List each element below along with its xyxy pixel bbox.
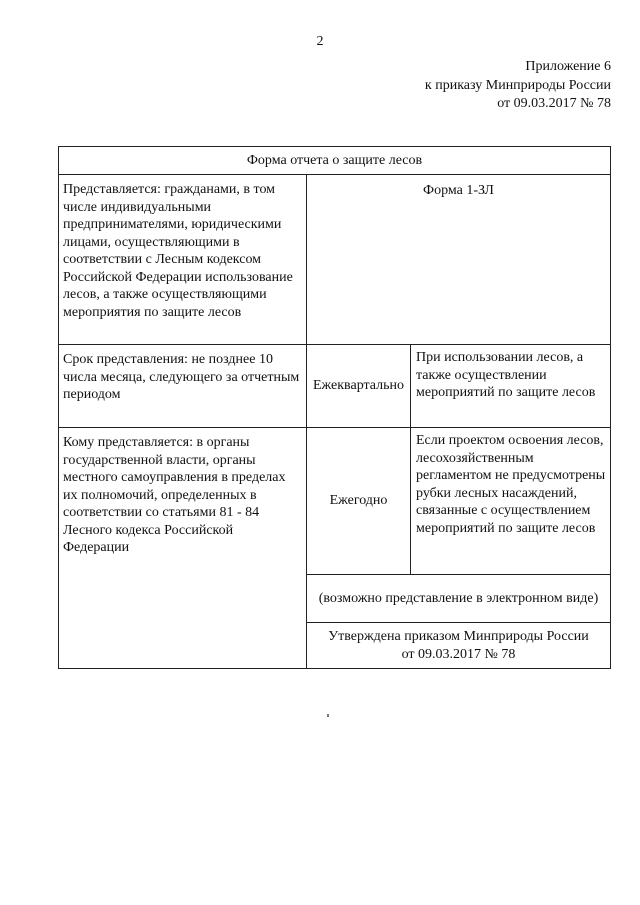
annual-period: Ежегодно: [307, 428, 411, 575]
report-form-table: [58, 146, 611, 669]
appendix-title: Приложение 6: [525, 59, 611, 74]
quarterly-period: Ежеквартально: [307, 345, 411, 428]
appendix-order-reference: к приказу Минприроды России: [424, 77, 611, 93]
annual-condition: Если проектом освоения лесов, лесохозяйственным регламентом не предусмотрены рубки лесных насаждений, связанные с осуществлением мероприятий по защите лесов: [411, 428, 611, 575]
form-title: Форма отчета о защите лесов: [59, 147, 611, 175]
appendix-order-date: от 09.03.2017 № 78: [497, 96, 611, 111]
approval-note: [307, 623, 611, 669]
submitters-cell: Представляется: гражданами, в том числе индивидуальными предпринимателями, юридическими лицами, осуществляющими в соответствии с Лесным кодексом Российской Федерации использование лесов, а также осуществляющими мероприятия по защите лесов: [59, 175, 307, 345]
page-number: 2: [316, 34, 324, 49]
recipients-cell: Кому представляется: в органы государственной власти, органы местного самоуправления в пределах их полномочий, определенных в соответствии со статьями 81 - 84 Лесного кодекса Российской Федерации: [59, 428, 307, 669]
approval-line-1: Утверждена приказом Минприроды России: [328, 628, 589, 644]
electronic-submission-note: (возможно представление в электронном виде): [307, 575, 611, 623]
deadline-cell: Срок представления: не позднее 10 числа месяца, следующего за отчетным периодом: [59, 345, 307, 428]
appendix-header: [425, 58, 611, 114]
approval-line-2: от 09.03.2017 № 78: [401, 646, 516, 662]
quarterly-condition: При использовании лесов, а также осуществлении мероприятий по защите лесов: [411, 345, 611, 428]
scan-artifact-mark: [327, 714, 329, 717]
form-code: Форма 1-ЗЛ: [307, 175, 611, 345]
